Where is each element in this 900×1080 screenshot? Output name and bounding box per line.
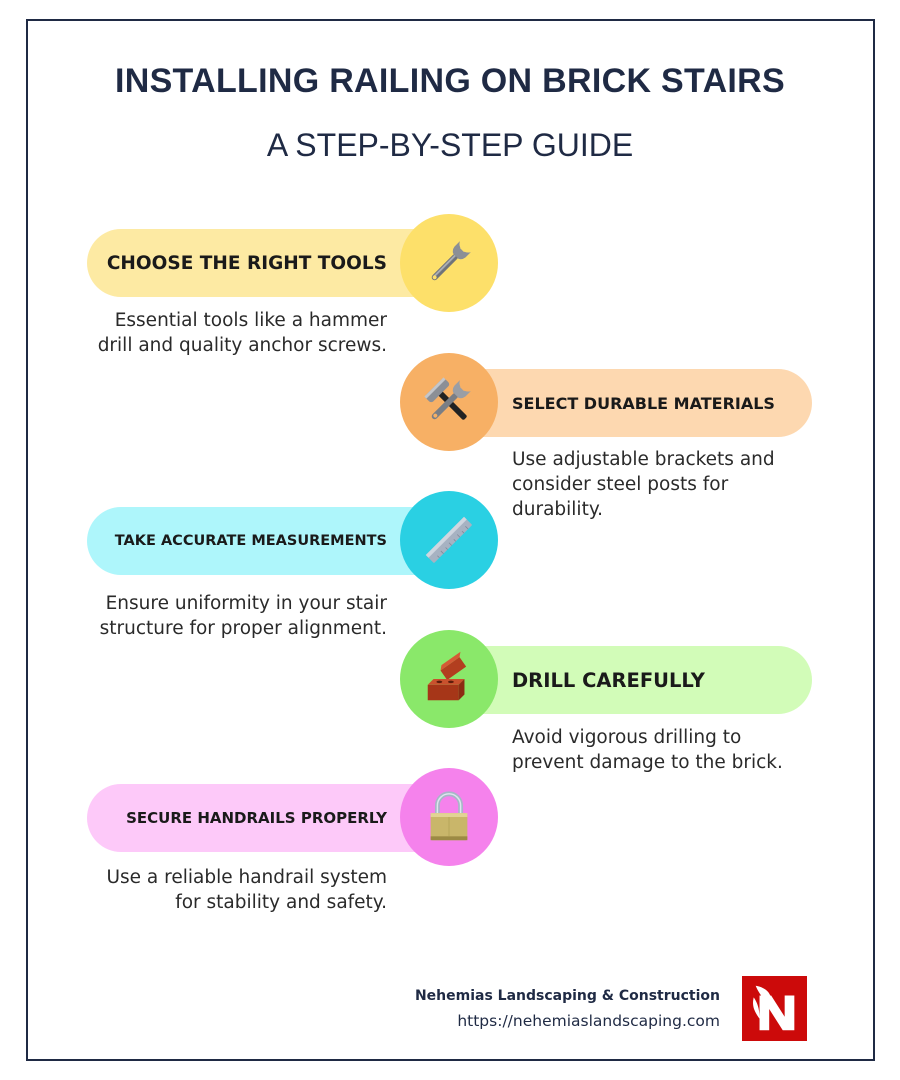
step-5-label: SECURE HANDRAILS PROPERLY <box>126 809 387 827</box>
step-1-label: CHOOSE THE RIGHT TOOLS <box>106 252 387 274</box>
hammer-and-wrench-icon <box>420 373 478 431</box>
step-4-label: DRILL CAREFULLY <box>512 668 705 692</box>
step-1-description: Essential tools like a hammer drill and quality anchor screws. <box>97 310 387 356</box>
step-3-label: TAKE ACCURATE MEASUREMENTS <box>114 533 387 549</box>
wrench-icon <box>420 234 478 292</box>
step-3-circle <box>400 491 498 589</box>
company-url-link[interactable]: https://nehemiaslandscaping.com <box>457 1012 720 1030</box>
company-name: Nehemias Landscaping & Construction <box>414 988 720 1004</box>
step-4-circle <box>400 630 498 728</box>
logo-n-leaf-icon <box>746 980 804 1038</box>
step-1-circle <box>400 214 498 312</box>
step-4-description: Avoid vigorous drilling to prevent damage to the brick. <box>512 727 783 773</box>
brick-icon <box>420 650 478 708</box>
ruler-icon <box>420 511 478 569</box>
step-3-description: Ensure uniformity in your stair structure for proper alignment. <box>99 593 387 639</box>
step-5-circle <box>400 768 498 866</box>
page-subtitle: A STEP-BY-STEP GUIDE <box>266 127 634 163</box>
company-logo <box>742 976 807 1041</box>
page-title: INSTALLING RAILING ON BRICK STAIRS <box>114 62 786 100</box>
step-2-circle <box>400 353 498 451</box>
padlock-icon <box>420 788 478 846</box>
step-2-label: SELECT DURABLE MATERIALS <box>512 393 775 413</box>
step-2-description: Use adjustable brackets and consider steel posts for durability. <box>512 449 775 520</box>
step-5-description: Use a reliable handrail system for stability and safety. <box>106 867 387 913</box>
